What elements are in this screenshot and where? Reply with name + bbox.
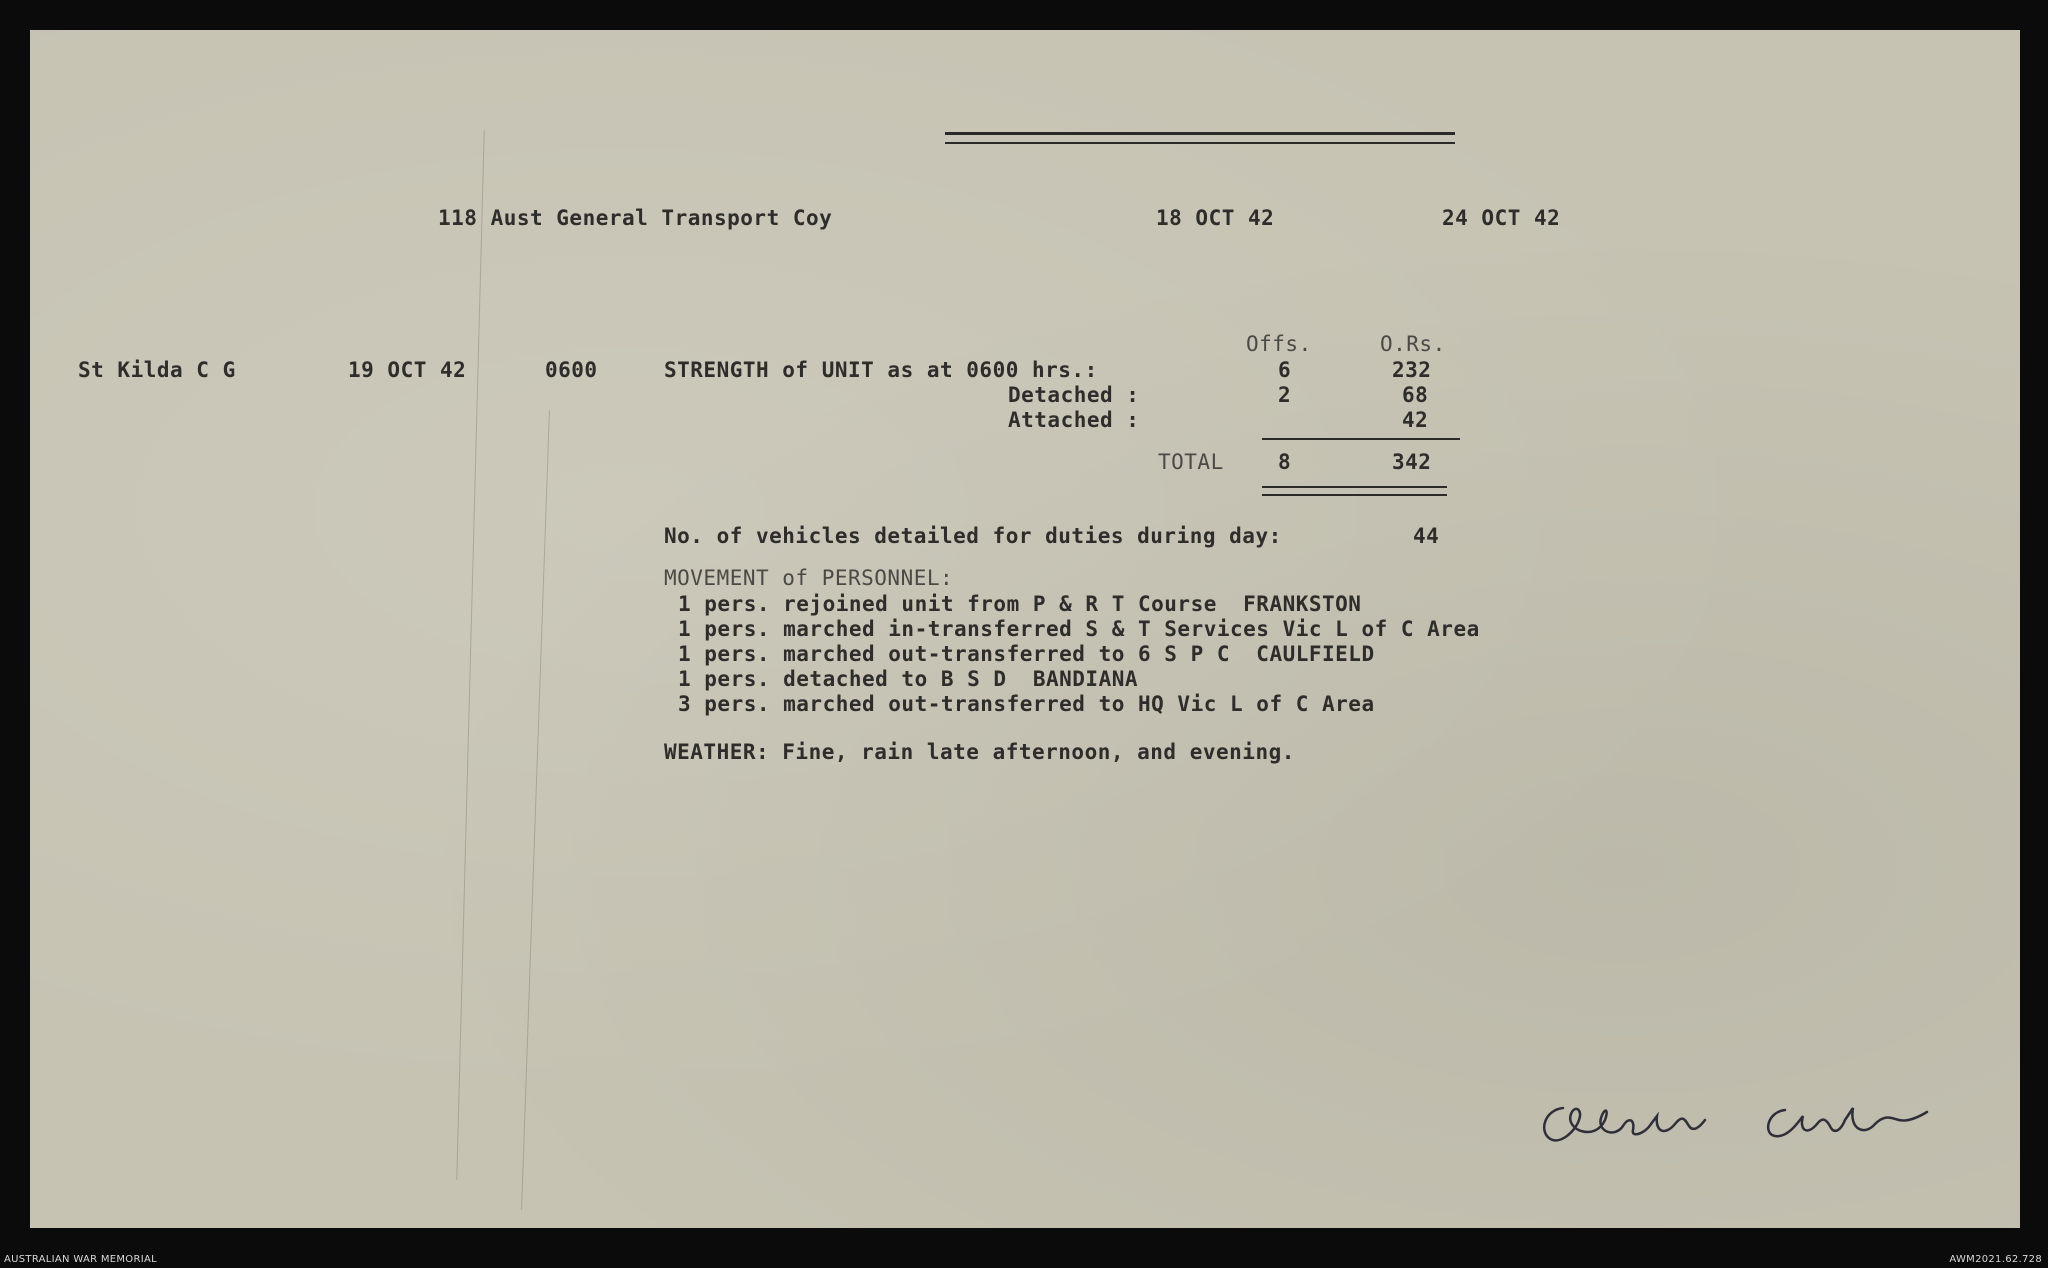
strength-offs: 6 <box>1278 358 1292 382</box>
footer-reference: AWM2021.62.728 <box>1949 1254 2042 1265</box>
unit-name: 118 Aust General Transport Coy <box>438 206 833 230</box>
header-rule <box>945 132 1455 135</box>
detached-label: Detached : <box>1008 383 1140 407</box>
entry-date: 19 OCT 42 <box>348 358 467 382</box>
subtotal-rule <box>1262 438 1460 440</box>
col-head-ors: O.Rs. <box>1380 332 1446 356</box>
signature-image <box>1535 1090 1955 1160</box>
entry-place: St Kilda C G <box>78 358 236 382</box>
movement-line: 1 pers. detached to B S D BANDIANA <box>678 667 1139 691</box>
entry-time: 0600 <box>545 358 598 382</box>
movement-line: 3 pers. marched out-transferred to HQ Vic L of C Area <box>678 692 1375 716</box>
total-label: TOTAL <box>1158 450 1224 474</box>
movement-line: 1 pers. rejoined unit from P & R T Course FRANKSTON <box>678 592 1362 616</box>
footer-credit: AUSTRALIAN WAR MEMORIAL <box>4 1254 157 1265</box>
attached-ors: 42 <box>1402 408 1429 432</box>
header-rule <box>945 142 1455 144</box>
col-head-offs: Offs. <box>1246 332 1312 356</box>
strength-ors: 232 <box>1392 358 1432 382</box>
detached-ors: 68 <box>1402 383 1429 407</box>
total-offs: 8 <box>1278 450 1292 474</box>
attached-label: Attached : <box>1008 408 1140 432</box>
movement-line: 1 pers. marched out-transferred to 6 S P C CAULFIELD <box>678 642 1375 666</box>
movement-line: 1 pers. marched in-transferred S & T Services Vic L of C Area <box>678 617 1480 641</box>
document-page <box>30 30 2020 1228</box>
date-from: 18 OCT 42 <box>1156 206 1275 230</box>
paper-crease <box>521 410 550 1210</box>
weather-line: WEATHER: Fine, rain late afternoon, and evening. <box>664 740 1295 764</box>
vehicles-label: No. of vehicles detailed for duties during day: <box>664 524 1282 548</box>
total-rule <box>1262 494 1447 496</box>
date-to: 24 OCT 42 <box>1442 206 1561 230</box>
detached-offs: 2 <box>1278 383 1292 407</box>
movement-heading: MOVEMENT of PERSONNEL: <box>664 566 954 590</box>
total-ors: 342 <box>1392 450 1432 474</box>
vehicles-value: 44 <box>1413 524 1440 548</box>
paper-crease <box>456 130 484 1180</box>
strength-label: STRENGTH of UNIT as at 0600 hrs.: <box>664 358 1098 382</box>
total-rule <box>1262 486 1447 488</box>
